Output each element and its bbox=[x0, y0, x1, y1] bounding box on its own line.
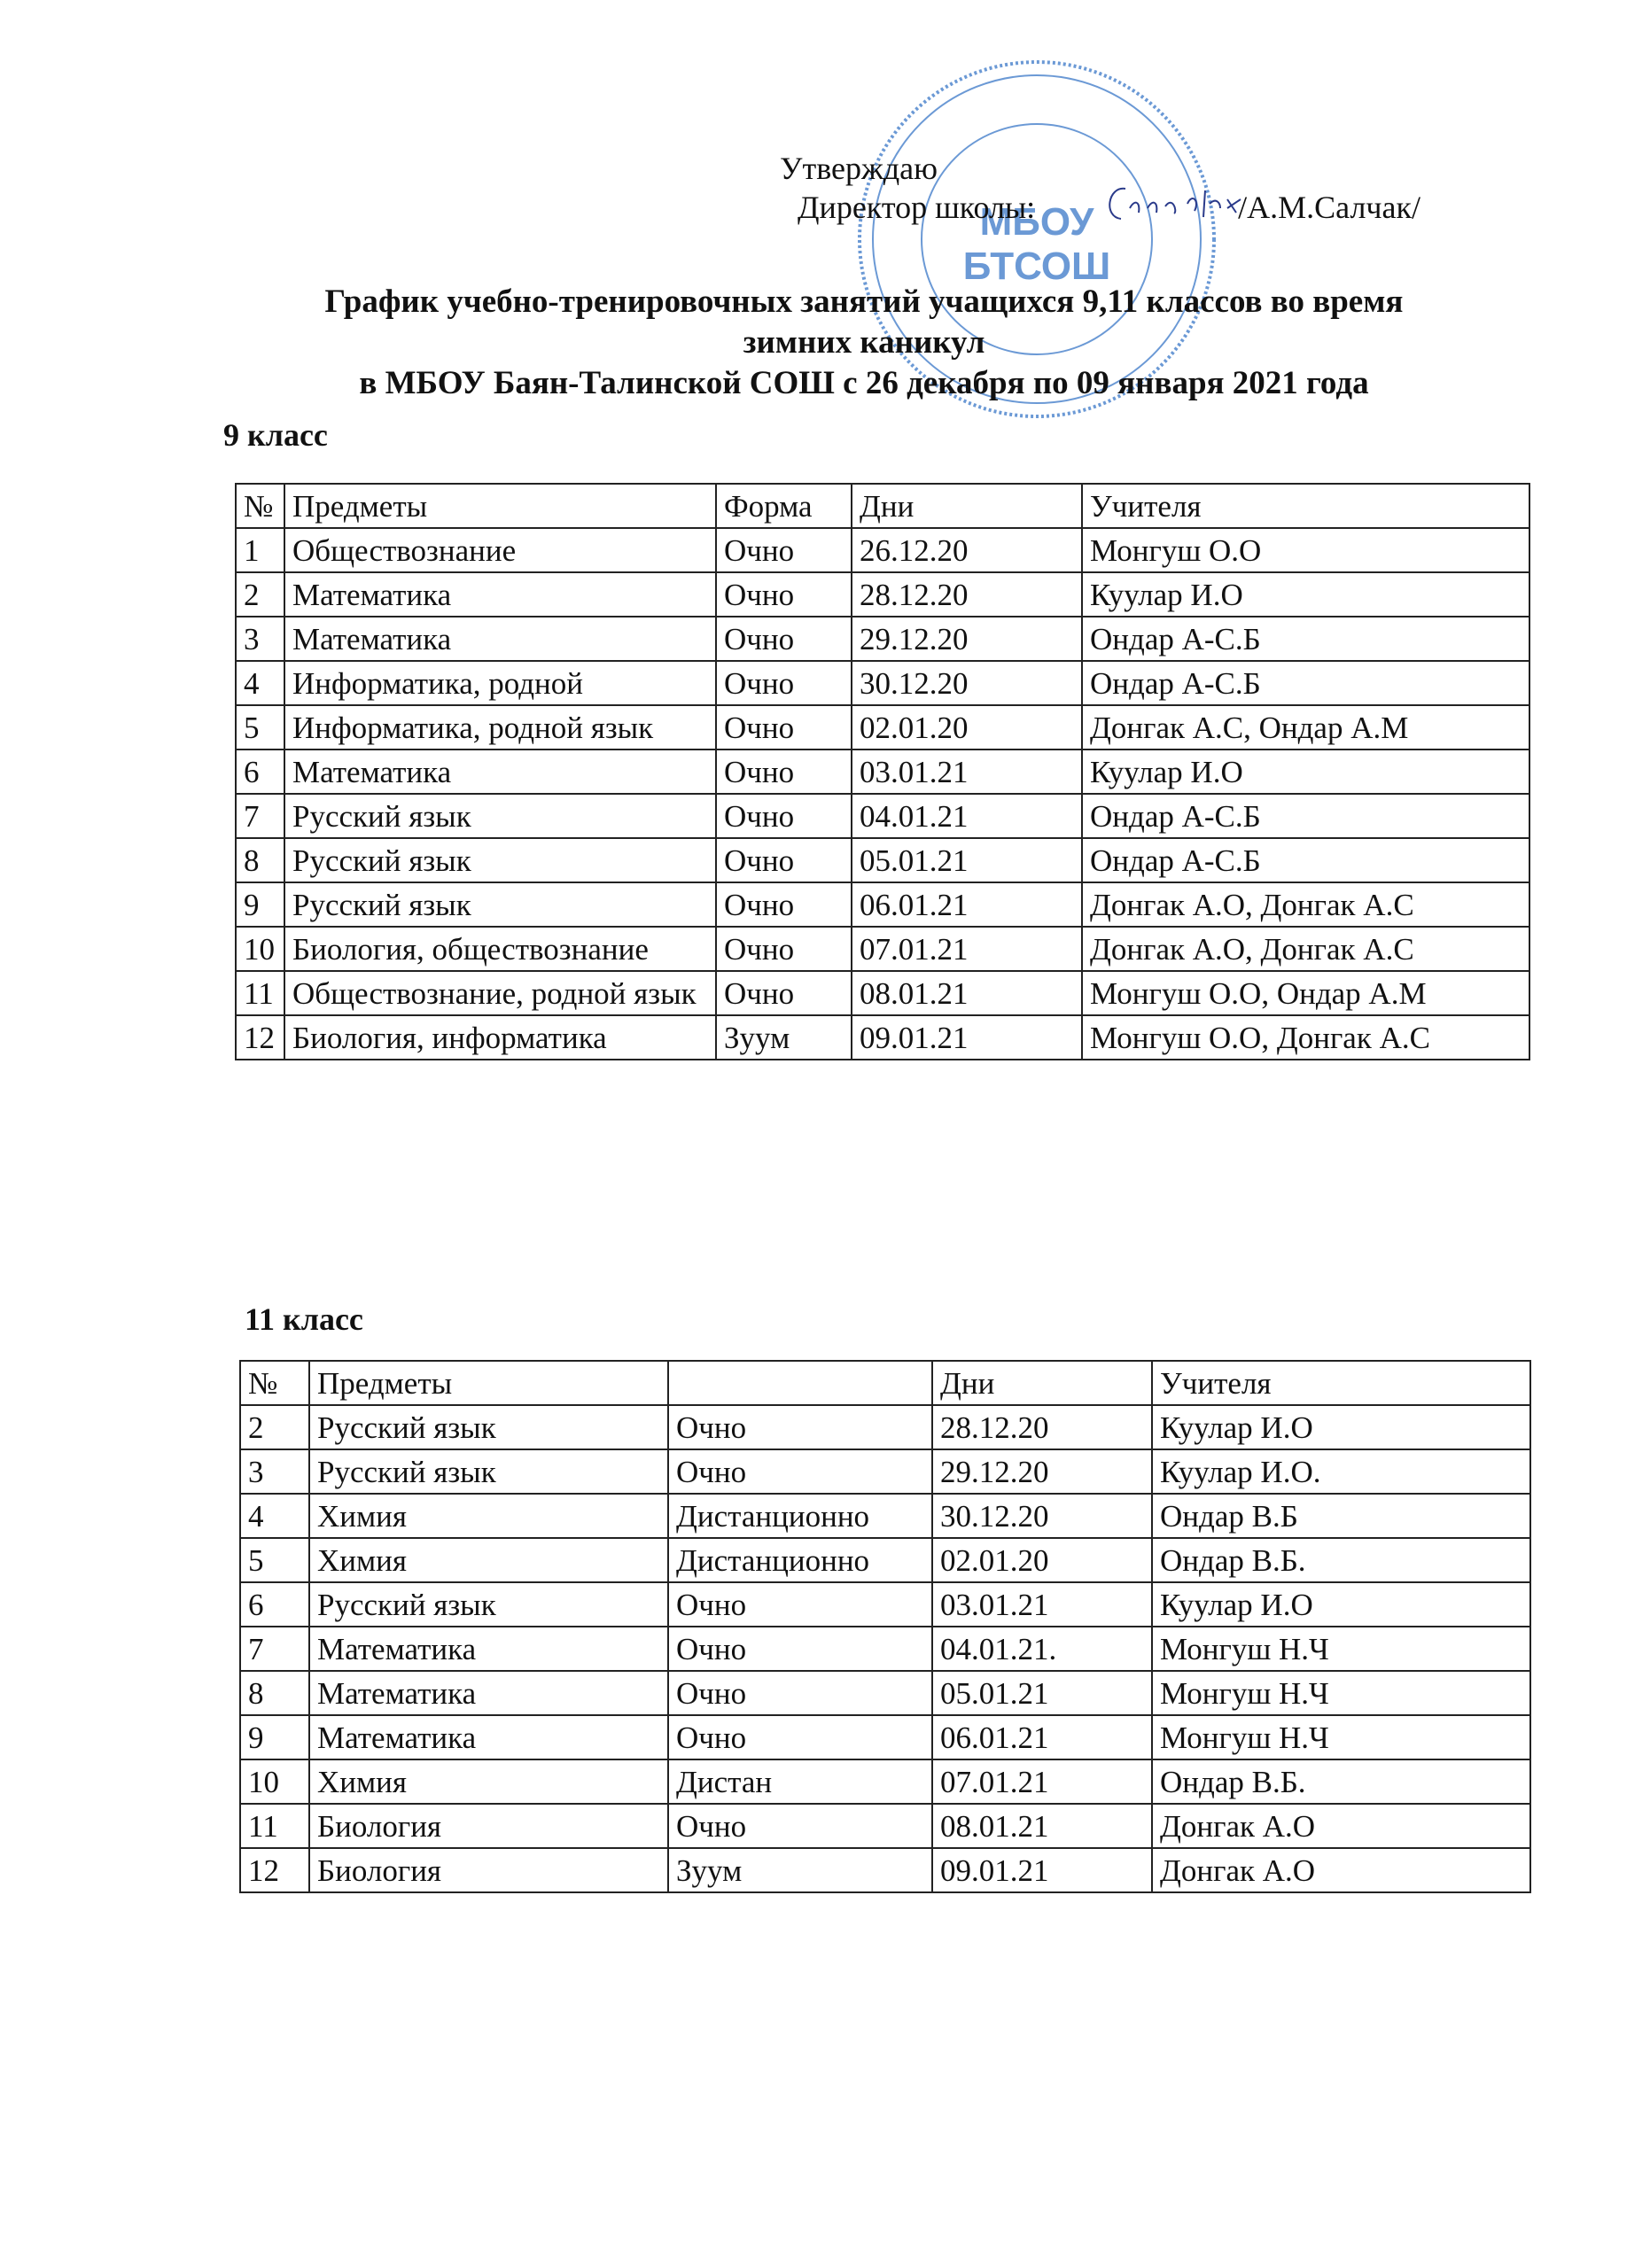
table-row bbox=[240, 1804, 1530, 1848]
cell-form bbox=[668, 1361, 932, 1405]
table-row bbox=[240, 1494, 1530, 1538]
table-row bbox=[240, 1582, 1530, 1627]
cell-number: 6 bbox=[236, 750, 284, 794]
table-row bbox=[236, 617, 1529, 661]
cell-subject: Биология, обществознание bbox=[284, 927, 716, 971]
table-row bbox=[240, 1671, 1530, 1715]
cell-subject: Русский язык bbox=[309, 1405, 668, 1449]
cell-number: 9 bbox=[236, 882, 284, 927]
cell-teachers: Монгуш Н.Ч bbox=[1152, 1627, 1530, 1671]
table-row bbox=[236, 661, 1529, 705]
cell-number: 12 bbox=[236, 1015, 284, 1060]
cell-form: Очно bbox=[716, 705, 852, 750]
cell-date: 08.01.21 bbox=[932, 1804, 1152, 1848]
cell-subject: Математика bbox=[284, 617, 716, 661]
table-row bbox=[240, 1449, 1530, 1494]
stamp-text-top: МБОУ bbox=[979, 200, 1094, 244]
cell-number: 6 bbox=[240, 1582, 309, 1627]
cell-number: 4 bbox=[240, 1494, 309, 1538]
table-row bbox=[236, 1015, 1529, 1060]
cell-date: Дни bbox=[932, 1361, 1152, 1405]
cell-date: 30.12.20 bbox=[852, 661, 1082, 705]
cell-form: Зуум bbox=[668, 1848, 932, 1892]
cell-date: 07.01.21 bbox=[852, 927, 1082, 971]
table-header-row bbox=[240, 1361, 1530, 1405]
cell-teachers: Донгак А.О, Донгак А.С bbox=[1082, 927, 1529, 971]
cell-subject: Математика bbox=[309, 1715, 668, 1759]
cell-subject: Обществознание bbox=[284, 528, 716, 572]
cell-date: 29.12.20 bbox=[932, 1449, 1152, 1494]
director-name: /А.М.Салчак/ bbox=[1238, 190, 1420, 225]
cell-date: 03.01.21 bbox=[852, 750, 1082, 794]
cell-teachers: Ондар В.Б. bbox=[1152, 1759, 1530, 1804]
table-row bbox=[236, 927, 1529, 971]
cell-number: 1 bbox=[236, 528, 284, 572]
cell-date: 08.01.21 bbox=[852, 971, 1082, 1015]
cell-date: 03.01.21 bbox=[932, 1582, 1152, 1627]
cell-teachers: Ондар А-С.Б bbox=[1082, 661, 1529, 705]
cell-form: Очно bbox=[668, 1582, 932, 1627]
cell-teachers: Монгуш Н.Ч bbox=[1152, 1671, 1530, 1715]
cell-number: 7 bbox=[236, 794, 284, 838]
cell-form: Форма bbox=[716, 484, 852, 528]
cell-subject: Русский язык bbox=[309, 1582, 668, 1627]
cell-teachers: Донгак А.О, Донгак А.С bbox=[1082, 882, 1529, 927]
cell-date: 04.01.21. bbox=[932, 1627, 1152, 1671]
cell-form: Очно bbox=[668, 1715, 932, 1759]
cell-subject: Обществознание, родной язык bbox=[284, 971, 716, 1015]
cell-teachers: Ондар В.Б bbox=[1152, 1494, 1530, 1538]
title-line-3: в МБОУ Баян-Талинской СОШ с 26 декабря по 09 января 2021 года bbox=[359, 365, 1369, 401]
cell-number: 2 bbox=[240, 1405, 309, 1449]
cell-subject: Информатика, родной bbox=[284, 661, 716, 705]
grade11-schedule-table bbox=[239, 1360, 1531, 1893]
cell-number: 10 bbox=[240, 1759, 309, 1804]
cell-teachers: Донгак А.О bbox=[1152, 1848, 1530, 1892]
cell-date: 02.01.20 bbox=[852, 705, 1082, 750]
table-row bbox=[240, 1848, 1530, 1892]
cell-subject: Предметы bbox=[309, 1361, 668, 1405]
cell-subject: Предметы bbox=[284, 484, 716, 528]
cell-number: 5 bbox=[236, 705, 284, 750]
cell-teachers: Ондар А-С.Б bbox=[1082, 617, 1529, 661]
cell-teachers: Куулар И.О. bbox=[1152, 1449, 1530, 1494]
cell-subject: Русский язык bbox=[284, 838, 716, 882]
table-row bbox=[240, 1405, 1530, 1449]
cell-date: 04.01.21 bbox=[852, 794, 1082, 838]
cell-form: Очно bbox=[716, 794, 852, 838]
cell-number: № bbox=[240, 1361, 309, 1405]
cell-number: 11 bbox=[236, 971, 284, 1015]
cell-date: 26.12.20 bbox=[852, 528, 1082, 572]
cell-subject: Математика bbox=[309, 1627, 668, 1671]
cell-teachers: Куулар И.О bbox=[1082, 750, 1529, 794]
title-line-1: График учебно-тренировочных занятий учащихся 9,11 классов во время bbox=[324, 284, 1404, 320]
table-row bbox=[240, 1627, 1530, 1671]
cell-subject: Информатика, родной язык bbox=[284, 705, 716, 750]
title-line-2: зимних каникул bbox=[743, 324, 985, 361]
cell-teachers: Донгак А.С, Ондар А.М bbox=[1082, 705, 1529, 750]
cell-subject: Химия bbox=[309, 1494, 668, 1538]
cell-subject: Химия bbox=[309, 1538, 668, 1582]
cell-subject: Биология, информатика bbox=[284, 1015, 716, 1060]
cell-form: Очно bbox=[716, 927, 852, 971]
cell-number: № bbox=[236, 484, 284, 528]
cell-number: 2 bbox=[236, 572, 284, 617]
document-title bbox=[222, 282, 1506, 404]
grade9-schedule-table bbox=[235, 483, 1530, 1060]
cell-form: Очно bbox=[668, 1804, 932, 1848]
cell-number: 10 bbox=[236, 927, 284, 971]
cell-form: Очно bbox=[716, 572, 852, 617]
cell-date: 07.01.21 bbox=[932, 1759, 1152, 1804]
cell-form: Очно bbox=[716, 971, 852, 1015]
cell-form: Очно bbox=[668, 1449, 932, 1494]
cell-subject: Русский язык bbox=[284, 794, 716, 838]
cell-subject: Русский язык bbox=[284, 882, 716, 927]
table-row bbox=[240, 1538, 1530, 1582]
cell-form: Очно bbox=[716, 528, 852, 572]
stamp-text-bottom: БТСОШ bbox=[962, 245, 1111, 288]
table-row bbox=[236, 971, 1529, 1015]
cell-teachers: Монгуш О.О bbox=[1082, 528, 1529, 572]
table-row bbox=[240, 1759, 1530, 1804]
cell-subject: Математика bbox=[309, 1671, 668, 1715]
cell-form: Очно bbox=[716, 617, 852, 661]
cell-teachers: Монгуш Н.Ч bbox=[1152, 1715, 1530, 1759]
cell-number: 3 bbox=[240, 1449, 309, 1494]
cell-teachers: Куулар И.О bbox=[1152, 1405, 1530, 1449]
director-position: Директор школы: bbox=[798, 190, 1036, 225]
cell-date: 30.12.20 bbox=[932, 1494, 1152, 1538]
cell-teachers: Ондар В.Б. bbox=[1152, 1538, 1530, 1582]
table-row bbox=[236, 838, 1529, 882]
cell-form: Очно bbox=[668, 1405, 932, 1449]
cell-teachers: Монгуш О.О, Донгак А.С bbox=[1082, 1015, 1529, 1060]
cell-number: 11 bbox=[240, 1804, 309, 1848]
cell-form: Очно bbox=[716, 838, 852, 882]
cell-date: 06.01.21 bbox=[932, 1715, 1152, 1759]
cell-number: 3 bbox=[236, 617, 284, 661]
cell-subject: Русский язык bbox=[309, 1449, 668, 1494]
cell-number: 9 bbox=[240, 1715, 309, 1759]
table-row bbox=[236, 572, 1529, 617]
cell-form: Дистанционно bbox=[668, 1538, 932, 1582]
cell-number: 8 bbox=[240, 1671, 309, 1715]
grade11-label: 11 класс bbox=[245, 1301, 363, 1337]
cell-subject: Биология bbox=[309, 1848, 668, 1892]
cell-date: Дни bbox=[852, 484, 1082, 528]
approve-word: Утверждаю bbox=[780, 151, 938, 186]
table-row bbox=[236, 528, 1529, 572]
cell-number: 4 bbox=[236, 661, 284, 705]
cell-subject: Биология bbox=[309, 1804, 668, 1848]
cell-date: 05.01.21 bbox=[852, 838, 1082, 882]
cell-form: Очно bbox=[668, 1627, 932, 1671]
cell-date: 09.01.21 bbox=[932, 1848, 1152, 1892]
cell-subject: Математика bbox=[284, 750, 716, 794]
cell-date: 05.01.21 bbox=[932, 1671, 1152, 1715]
cell-number: 5 bbox=[240, 1538, 309, 1582]
cell-number: 12 bbox=[240, 1848, 309, 1892]
cell-teachers: Учителя bbox=[1082, 484, 1529, 528]
cell-form: Очно bbox=[716, 750, 852, 794]
cell-subject: Химия bbox=[309, 1759, 668, 1804]
table-row bbox=[236, 794, 1529, 838]
cell-form: Зуум bbox=[716, 1015, 852, 1060]
cell-date: 09.01.21 bbox=[852, 1015, 1082, 1060]
cell-teachers: Ондар А-С.Б bbox=[1082, 794, 1529, 838]
cell-teachers: Монгуш О.О, Ондар А.М bbox=[1082, 971, 1529, 1015]
cell-teachers: Ондар А-С.Б bbox=[1082, 838, 1529, 882]
cell-form: Дистан bbox=[668, 1759, 932, 1804]
table-row bbox=[240, 1715, 1530, 1759]
cell-teachers: Куулар И.О bbox=[1152, 1582, 1530, 1627]
cell-date: 28.12.20 bbox=[932, 1405, 1152, 1449]
cell-number: 8 bbox=[236, 838, 284, 882]
table-row bbox=[236, 882, 1529, 927]
cell-teachers: Учителя bbox=[1152, 1361, 1530, 1405]
cell-teachers: Куулар И.О bbox=[1082, 572, 1529, 617]
cell-subject: Математика bbox=[284, 572, 716, 617]
grade9-label: 9 класс bbox=[223, 417, 328, 453]
cell-form: Очно bbox=[668, 1671, 932, 1715]
cell-date: 06.01.21 bbox=[852, 882, 1082, 927]
cell-form: Дистанционно bbox=[668, 1494, 932, 1538]
cell-date: 02.01.20 bbox=[932, 1538, 1152, 1582]
table-row bbox=[236, 705, 1529, 750]
cell-teachers: Донгак А.О bbox=[1152, 1804, 1530, 1848]
cell-form: Очно bbox=[716, 882, 852, 927]
signature-icon bbox=[1099, 182, 1249, 226]
cell-form: Очно bbox=[716, 661, 852, 705]
table-header-row bbox=[236, 484, 1529, 528]
cell-date: 28.12.20 bbox=[852, 572, 1082, 617]
cell-number: 7 bbox=[240, 1627, 309, 1671]
table-row bbox=[236, 750, 1529, 794]
cell-date: 29.12.20 bbox=[852, 617, 1082, 661]
